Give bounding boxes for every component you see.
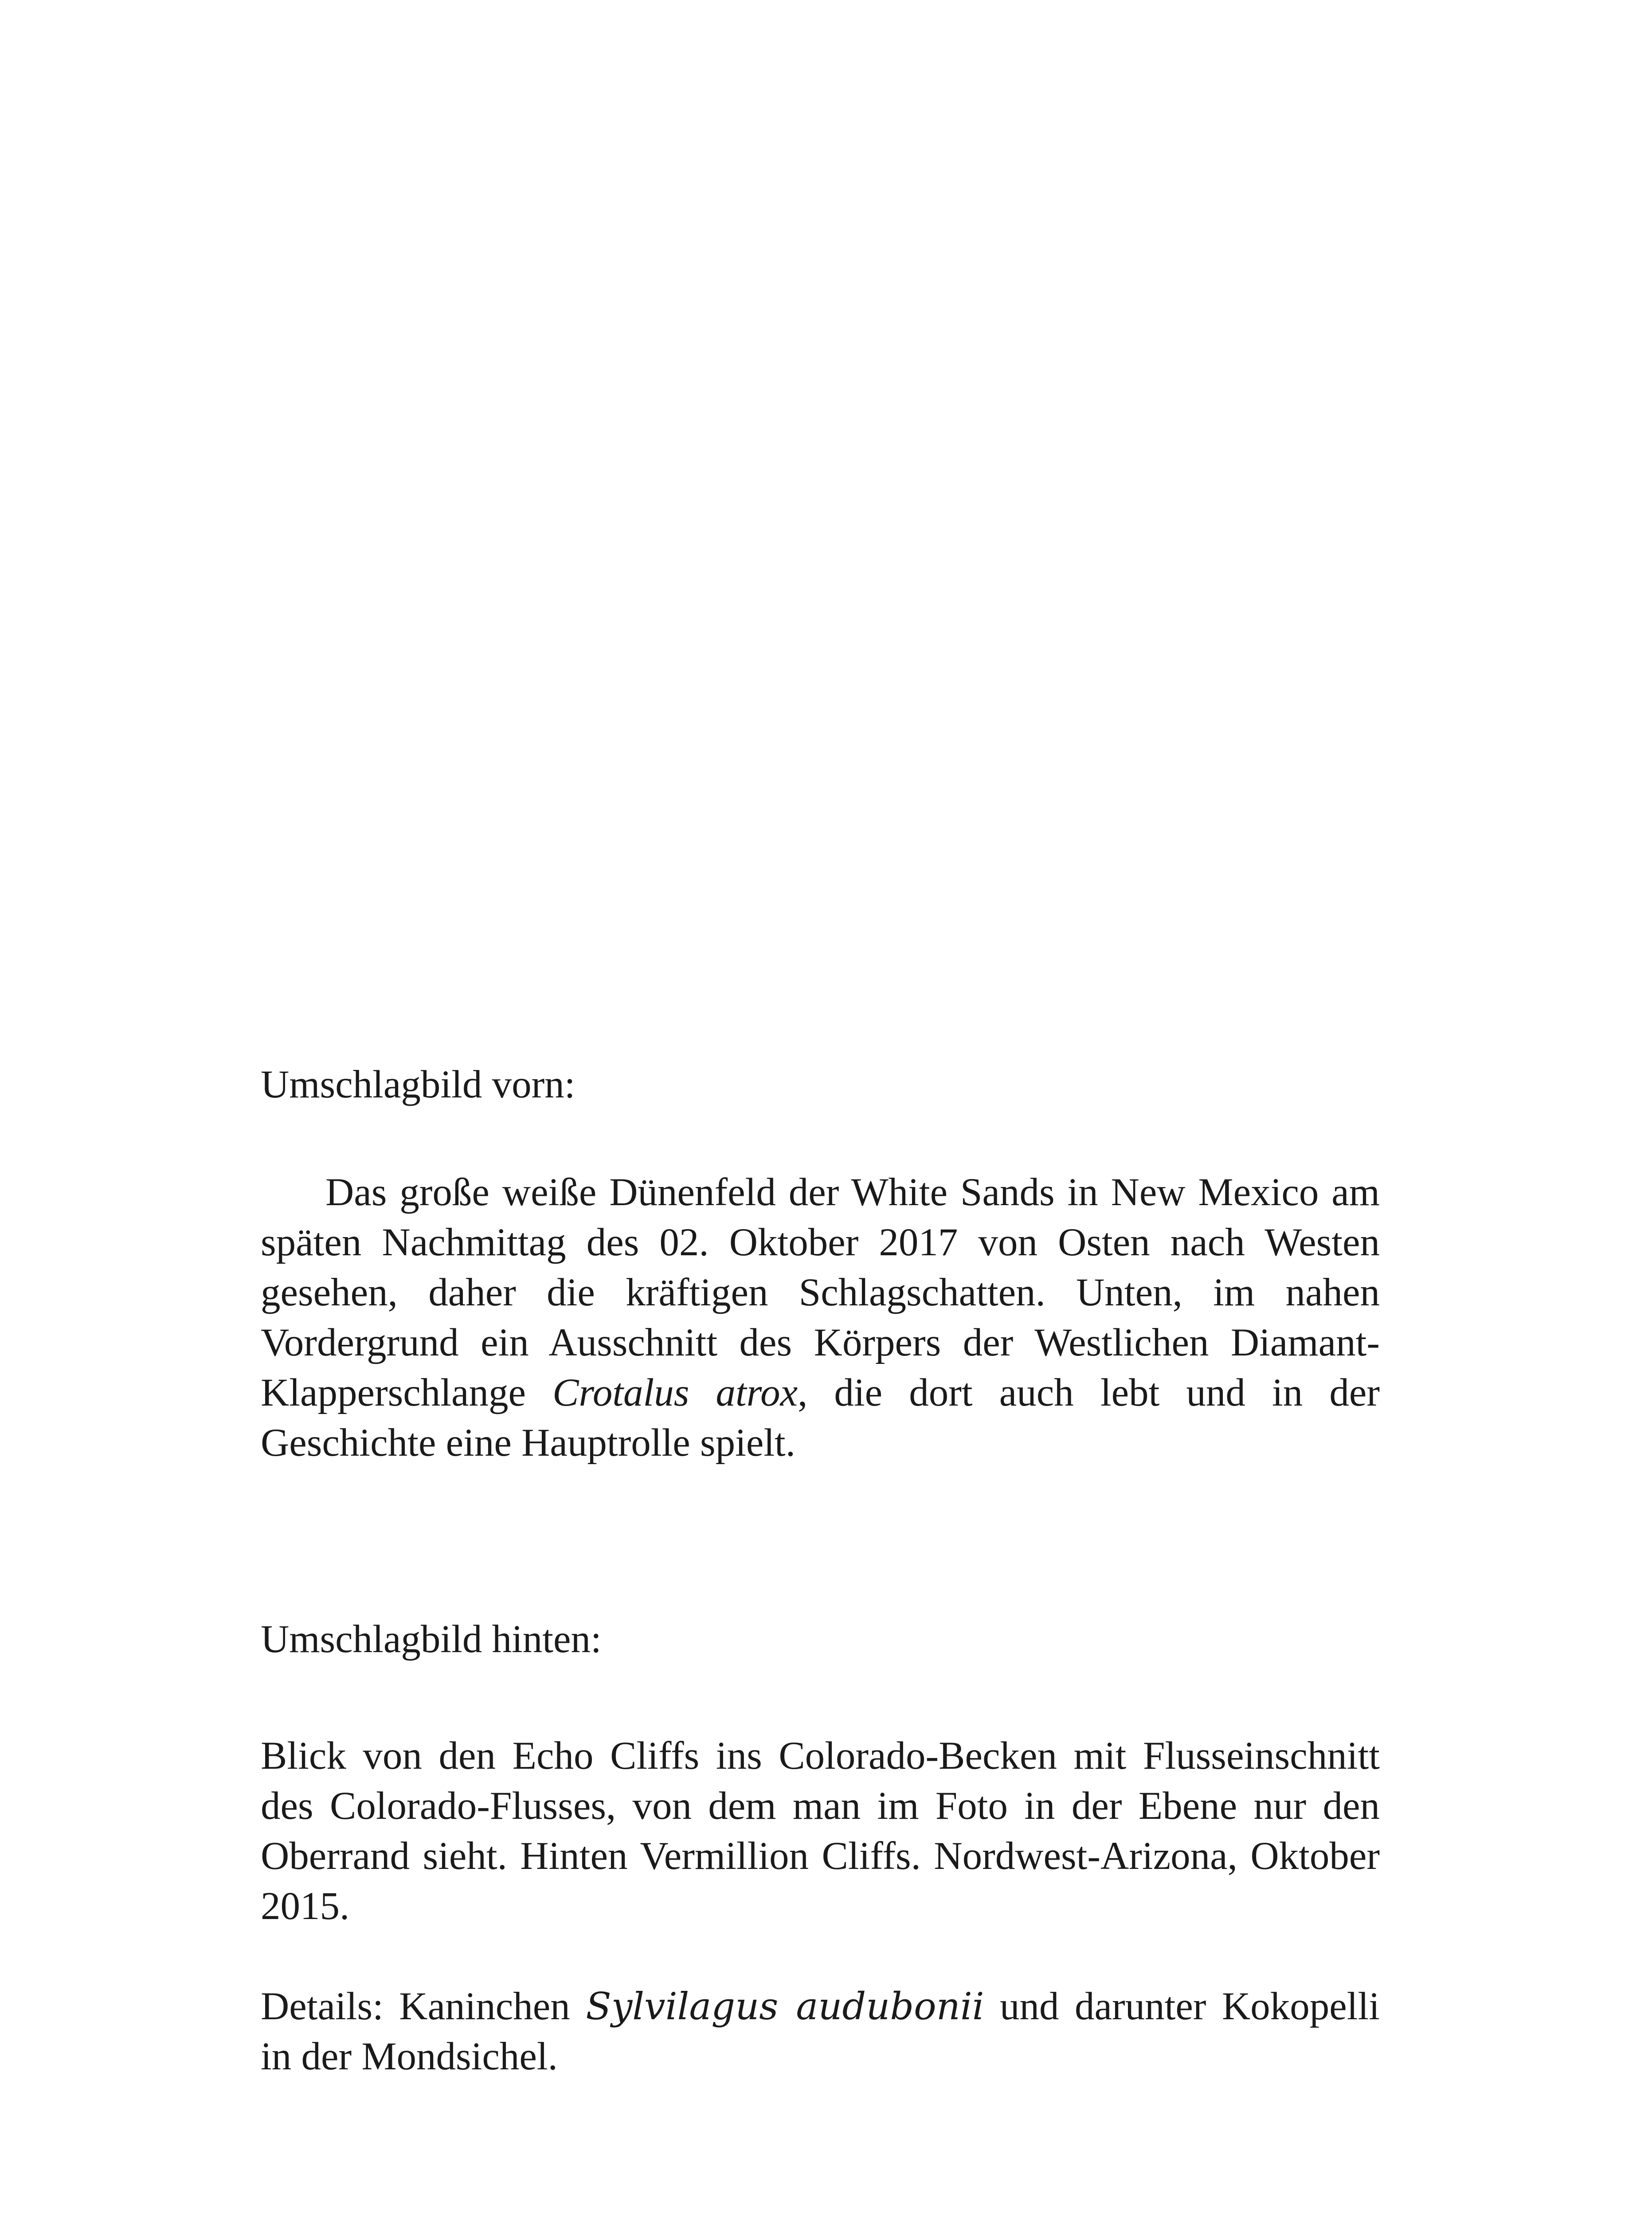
details-text-prefix: Details: Kaninchen [261, 1985, 586, 2028]
front-cover-text-part-2: , die dort auch lebt und in der Geschichte eine Hauptrolle spielt. [261, 1371, 1380, 1465]
back-cover-description: Blick von den Echo Cliffs ins Colorado-Becken mit Flusseinschnitt des Colorado-Flusses, von dem man im Foto in der Ebene nur den Oberrand sieht. Hinten Vermillion Cliffs. Nordwest-Arizona, Oktober 2015. [261, 1734, 1380, 1928]
front-cover-heading: Umschlagbild vorn: [261, 1063, 575, 1106]
back-cover-heading: Umschlagbild hinten: [261, 1618, 602, 1661]
caption-text-block [261, 1060, 1380, 2082]
front-cover-description [261, 1167, 1380, 1468]
front-cover-species-name: Crotalus atrox [552, 1371, 798, 1414]
details-species-name: Sylvilagus audubonii [586, 1985, 984, 2028]
back-cover-details [261, 1982, 1380, 2082]
front-cover-text-part-1: Das große weiße Dünenfeld der White Sands in New Mexico am späten Nachmittag des 02. Oktober 2017 von Osten nach Westen gesehen, daher die kräftigen Schlagschatten. Unten, im nahen Vordergrund ein Ausschnitt des Körpers der Westlichen Diamant-Klapperschlange [261, 1171, 1380, 1414]
details-text-suffix: und darunter Kokopelli in der Mondsichel. [261, 1985, 1380, 2078]
